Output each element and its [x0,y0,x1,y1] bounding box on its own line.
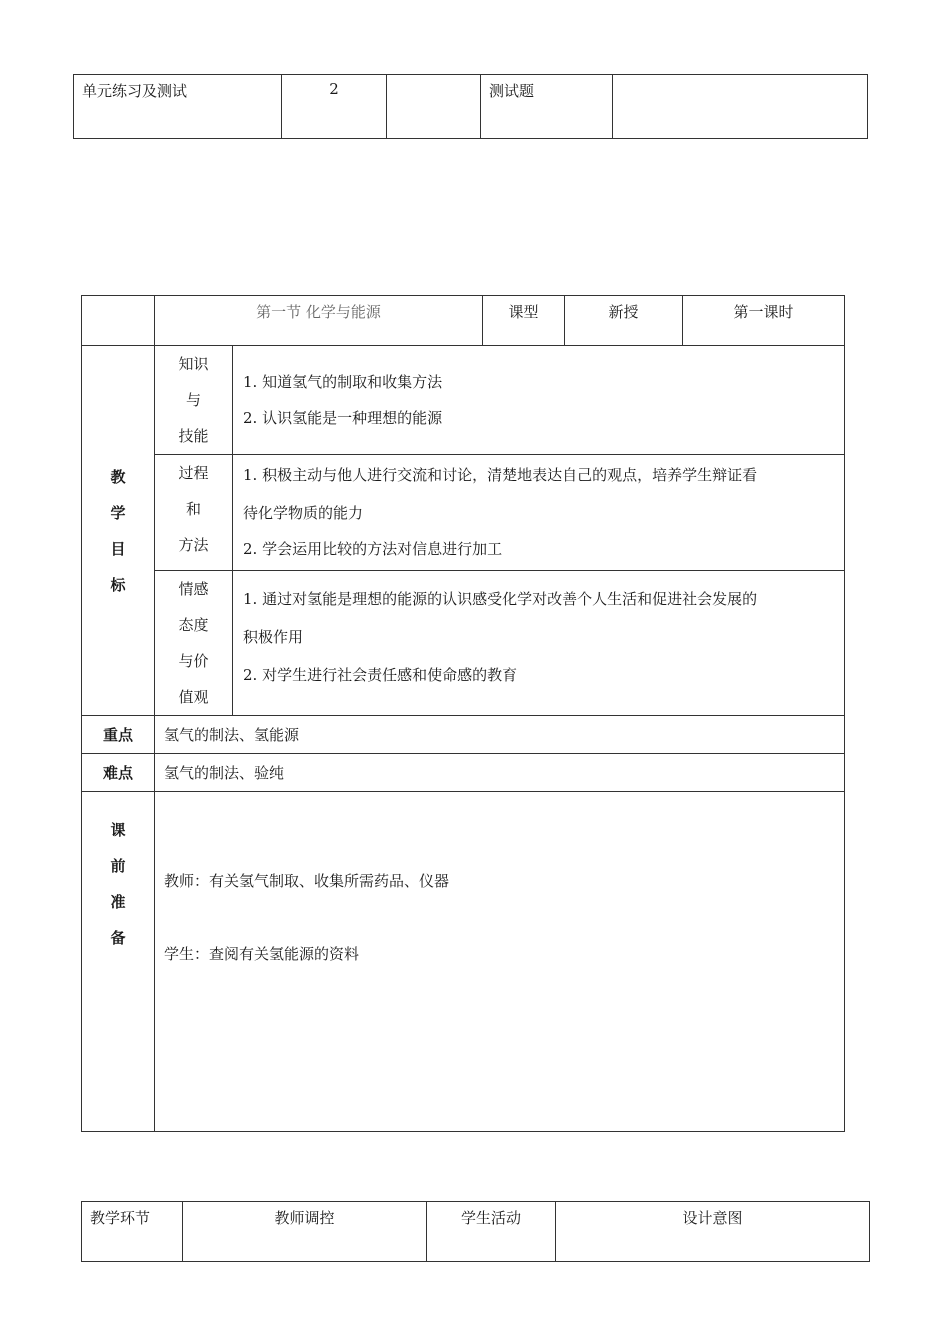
lesson-plan-table [81,295,845,1132]
header-stage: 教学环节 [82,1202,183,1262]
header-row [82,296,845,346]
objective-content-emotion: 1. 通过对氢能是理想的能源的认识感受化学对改善个人生活和促进社会发展的 积极作用 2. 对学生进行社会责任感和使命感的教育 [233,571,845,716]
difficulty-label: 难点 [82,754,155,792]
header-teacher: 教师调控 [183,1202,427,1262]
lesson-type-value: 新授 [565,296,683,346]
objective-label-knowledge: 知识 与 技能 [155,346,233,455]
cell-empty [387,75,481,139]
teaching-process-table [81,1201,870,1262]
prep-teacher: 教师：有关氢气制取、收集所需药品、仪器 [164,872,450,890]
table-header-row [82,1202,870,1262]
cell-hours: 2 [282,75,387,139]
unit-test-table [73,74,868,139]
objective-row [82,571,845,716]
cell-unit-test: 单元练习及测试 [74,75,282,139]
key-point-row [82,716,845,754]
prep-label: 课 前 准 备 [82,792,155,1132]
lesson-period: 第一课时 [683,296,845,346]
header-intent: 设计意图 [556,1202,870,1262]
cell-empty [613,75,868,139]
difficulty-row [82,754,845,792]
table-row [74,75,868,139]
key-point-label: 重点 [82,716,155,754]
objective-label-emotion: 情感 态度 与价 值观 [155,571,233,716]
objective-row [82,346,845,455]
prep-row [82,792,845,1132]
prep-content [155,792,845,1132]
objectives-label: 教 学 目 标 [82,346,155,716]
key-point-value: 氢气的制法、氢能源 [155,716,845,754]
lesson-title: 第一节 化学与能源 [155,296,483,346]
prep-student: 学生：查阅有关氢能源的资料 [164,945,360,963]
objective-content-knowledge: 1. 知道氢气的制取和收集方法 2. 认识氢能是一种理想的能源 [233,346,845,455]
objective-label-process: 过程 和 方法 [155,455,233,571]
objective-content-process: 1. 积极主动与他人进行交流和讨论，清楚地表达自己的观点，培养学生辩证看 待化学物质的能力 2. 学会运用比较的方法对信息进行加工 [233,455,845,571]
objective-row [82,455,845,571]
header-student: 学生活动 [427,1202,556,1262]
lesson-type-label: 课型 [483,296,565,346]
cell-test-questions: 测试题 [481,75,613,139]
difficulty-value: 氢气的制法、验纯 [155,754,845,792]
